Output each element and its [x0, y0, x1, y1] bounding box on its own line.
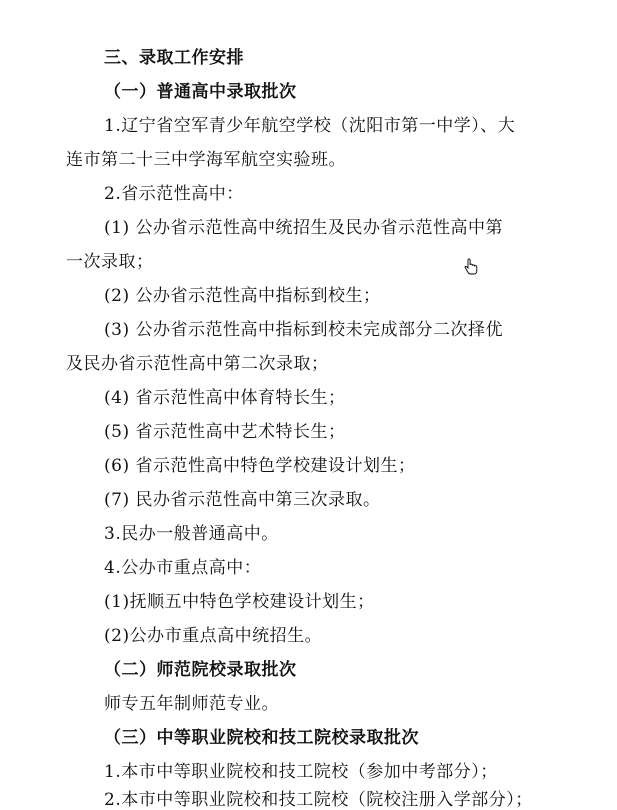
batch1-sub2: (2) 公办省示范性高中指标到校生；	[104, 286, 381, 306]
batch3-item1: 1.本市中等职业院校和技工院校（参加中考部分）；	[104, 762, 498, 782]
batch1-sub3-line1: (3) 公办省示范性高中指标到校未完成部分二次择优	[104, 320, 503, 340]
batch1-item1-line2: 连市第二十三中学海军航空实验班。	[66, 150, 346, 170]
batch1-sub1-line2: 一次录取；	[66, 252, 154, 272]
batch3-item2: 2.本市中等职业院校和技工院校（院校注册入学部分）；	[104, 790, 533, 810]
batch1-item1-line1: 1.辽宁省空军青少年航空学校（沈阳市第一中学）、大	[104, 116, 516, 136]
batch2-title: （二）师范院校录取批次	[104, 660, 297, 680]
batch1-item3: 3.民办一般普通高中。	[104, 524, 279, 544]
batch1-title: （一）普通高中录取批次	[104, 82, 297, 102]
batch2-text: 师专五年制师范专业。	[104, 694, 279, 714]
hand-pointer-icon	[462, 258, 480, 276]
batch1-item4-sub1: (1)抚顺五中特色学校建设计划生；	[104, 592, 375, 612]
batch1-sub1-line1: (1) 公办省示范性高中统招生及民办省示范性高中第	[104, 218, 503, 238]
batch1-item4-sub2: (2)公办市重点高中统招生。	[104, 626, 323, 646]
batch1-sub3-line2: 及民办省示范性高中第二次录取；	[66, 354, 329, 374]
batch1-item4: 4.公办市重点高中：	[104, 558, 262, 578]
batch3-title: （三）中等职业院校和技工院校录取批次	[104, 728, 419, 748]
batch1-sub4: (4) 省示范性高中体育特长生；	[104, 388, 346, 408]
batch1-sub7: (7) 民办省示范性高中第三次录取。	[104, 490, 381, 510]
section-heading: 三、录取工作安排	[104, 48, 244, 68]
batch1-sub5: (5) 省示范性高中艺术特长生；	[104, 422, 346, 442]
batch1-item2: 2.省示范性高中：	[104, 184, 244, 204]
batch1-sub6: (6) 省示范性高中特色学校建设计划生；	[104, 456, 416, 476]
